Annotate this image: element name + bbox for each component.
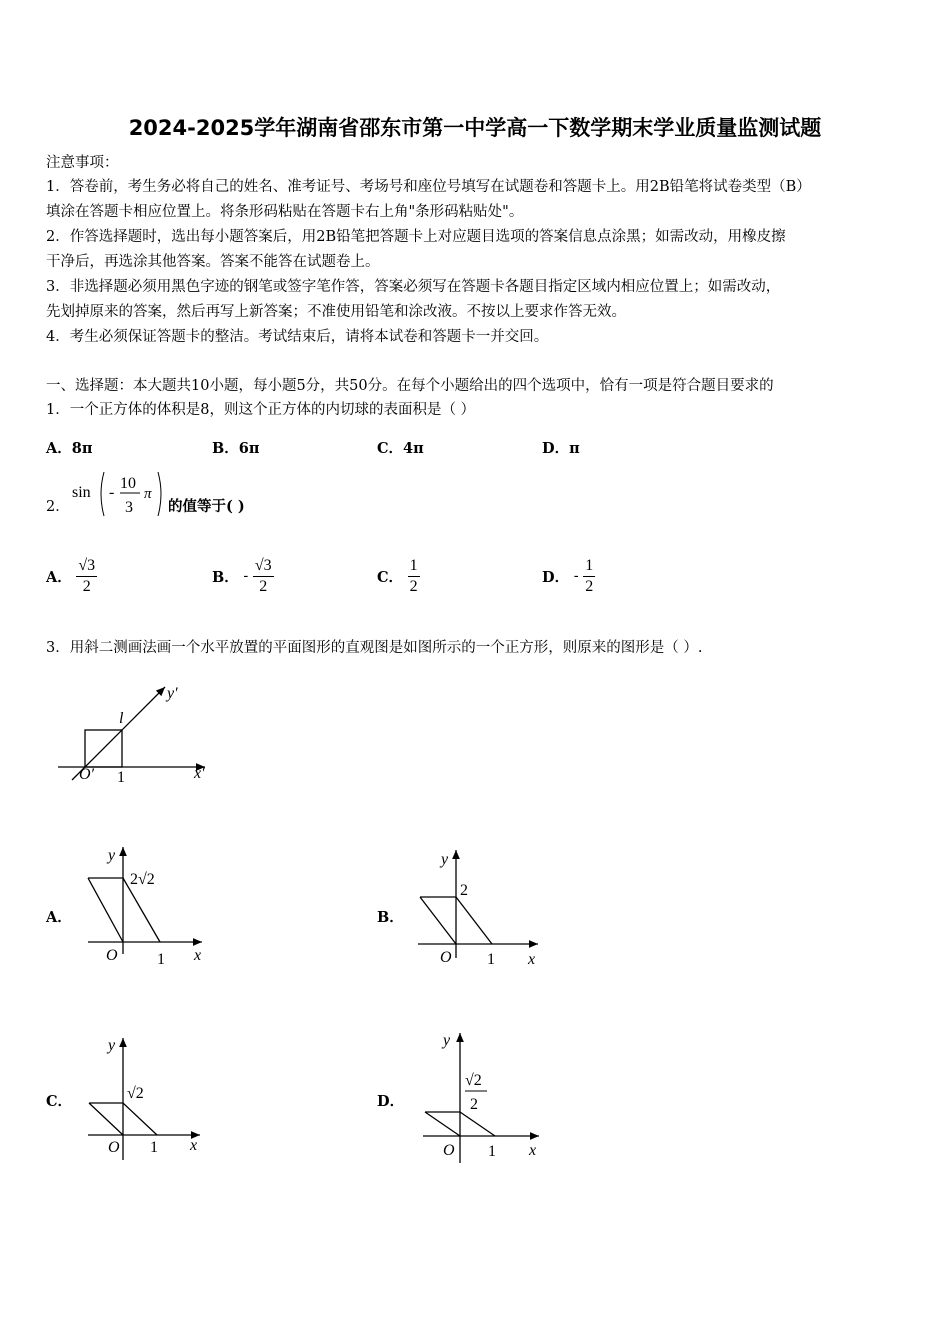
note-1b: 填涂在答题卡相应位置上。将条形码粘贴在答题卡右上角"条形码粘贴处"。: [46, 204, 524, 220]
frac-num: 1: [583, 556, 595, 577]
frac-num: √3: [76, 556, 97, 577]
l-label: l: [119, 710, 124, 727]
x-label: x: [194, 947, 202, 964]
option-text: π: [569, 440, 580, 457]
sin-text: sin: [72, 484, 91, 501]
minus-sign: -: [109, 484, 115, 501]
frac-num: 1: [408, 556, 420, 577]
option-text: 6π: [238, 440, 260, 457]
y-label: y: [108, 1037, 116, 1054]
one-label: 1: [150, 1139, 158, 1156]
q1-option-a: [46, 437, 92, 458]
notes-heading: 注意事项：: [46, 155, 119, 171]
frac-den: 2: [82, 578, 91, 595]
q3-option-c-letter: C．: [46, 1093, 73, 1110]
q3-option-b-figure: [410, 842, 550, 972]
pi-symbol: π: [144, 486, 152, 502]
y-label: y: [441, 851, 449, 868]
one-label: 1: [488, 1143, 496, 1160]
note-3b: 先划掉原来的答案，然后再写上新答案；不准使用铅笔和涂改液。不按以上要求作答无效。: [46, 304, 626, 320]
origin-label: O: [106, 947, 118, 964]
right-edge: [123, 1103, 157, 1135]
q1-option-c: [377, 437, 424, 458]
option-letter: B．: [212, 569, 239, 586]
q1-option-b: [212, 437, 259, 458]
right-paren: [158, 472, 161, 516]
q2-option-b: [212, 556, 274, 597]
note-2a: 2．作答选择题时，选出每小题答案后，用2B铅笔把答题卡上对应题目选项的答案信息点涂黑；如需改动，用橡皮擦: [46, 229, 786, 245]
option-letter: A．: [46, 440, 72, 457]
q3-option-c-figure: [80, 1030, 220, 1170]
origin-label: O: [440, 949, 452, 966]
frac-den: 2: [585, 578, 594, 595]
y-label: y: [443, 1032, 451, 1049]
option-letter: B．: [212, 440, 239, 457]
note-2b: 干净后，再选涂其他答案。答案不能答在试题卷上。: [46, 254, 380, 270]
option-letter: A．: [46, 569, 72, 586]
q2-option-c: [377, 556, 420, 597]
y-label: y′: [167, 685, 178, 702]
q3-stem: 3．用斜二测画法画一个水平放置的平面图形的直观图是如图所示的一个正方形，则原来的图形是（ ）.: [46, 640, 703, 656]
section-heading: 一、选择题：本大题共10小题，每小题5分，共50分。在每个小题给出的四个选项中，恰有一项是符合题目要求的: [46, 378, 774, 394]
fraction: [583, 556, 595, 597]
left-edge: [88, 878, 123, 942]
x-label: x: [528, 951, 536, 968]
option-text: 8π: [71, 440, 93, 457]
right-edge: [460, 1112, 495, 1136]
q1-stem: 1．一个正方体的体积是8，则这个正方体的内切球的表面积是（ ）: [46, 402, 476, 418]
option-text: 4π: [403, 440, 424, 457]
left-paren: [101, 472, 104, 516]
note-1a: 1．答卷前，考生务必将自己的姓名、准考证号、考场号和座位号填写在试题卷和答题卡上。用2B铅笔将试卷类型（B）: [46, 179, 811, 195]
option-letter: C．: [377, 569, 404, 586]
note-4: 4．考生必须保证答题卡的整洁。考试结束后，请将本试卷和答题卡一并交回。: [46, 329, 549, 345]
frac-den: 2: [259, 578, 268, 595]
origin-label: O: [443, 1142, 455, 1159]
frac-num: √3: [253, 556, 274, 577]
q2-number: 2．: [46, 499, 70, 515]
frac-den: 2: [409, 578, 418, 595]
x-label: x′: [194, 765, 205, 782]
q2-expression: [68, 466, 168, 522]
q3-option-a-figure: [80, 842, 220, 972]
q3-option-b-letter: B．: [377, 909, 404, 926]
q1-option-d: [542, 437, 580, 458]
minus-sign: -: [243, 568, 249, 585]
one-label: 1: [157, 951, 165, 968]
option-letter: D．: [542, 440, 570, 457]
one-label: 1: [487, 951, 495, 968]
height-label-num: √2: [465, 1072, 482, 1089]
option-letter: C．: [377, 440, 404, 457]
fraction: [76, 556, 97, 597]
x-label: x: [529, 1142, 537, 1159]
right-edge: [456, 897, 492, 944]
x-label: x: [190, 1137, 198, 1154]
origin-label: O: [108, 1139, 120, 1156]
y-label: y: [108, 847, 116, 864]
height-label: 2: [460, 882, 468, 899]
height-label: 2√2: [130, 871, 155, 888]
q3-option-a-letter: A．: [46, 909, 72, 926]
fraction: [253, 556, 274, 597]
left-edge: [420, 897, 456, 944]
q3-option-d-letter: D．: [377, 1093, 405, 1110]
fraction: [408, 556, 420, 597]
height-label: √2: [127, 1085, 144, 1102]
option-letter: D．: [542, 569, 570, 586]
q3-figure: [50, 680, 220, 790]
one-label: 1: [117, 769, 125, 786]
q2-option-a: [46, 556, 97, 597]
left-edge: [425, 1112, 460, 1136]
denominator: 3: [125, 499, 133, 516]
q3-option-d-figure: [415, 1025, 555, 1170]
origin-label: O′: [79, 766, 95, 783]
page-title: 2024-2025学年湖南省邵东市第一中学高一下数学期末学业质量监测试题: [128, 116, 822, 140]
minus-sign: -: [573, 568, 579, 585]
height-label-den: 2: [470, 1096, 478, 1113]
q2-option-d: [542, 556, 595, 597]
left-edge: [89, 1103, 123, 1135]
numerator: 10: [120, 475, 136, 492]
note-3a: 3．非选择题必须用黑色字迹的钢笔或签字笔作答，答案必须写在答题卡各题目指定区域内相应位置上；如需改动，: [46, 279, 781, 295]
q2-tail: 的值等于( ): [168, 498, 245, 515]
